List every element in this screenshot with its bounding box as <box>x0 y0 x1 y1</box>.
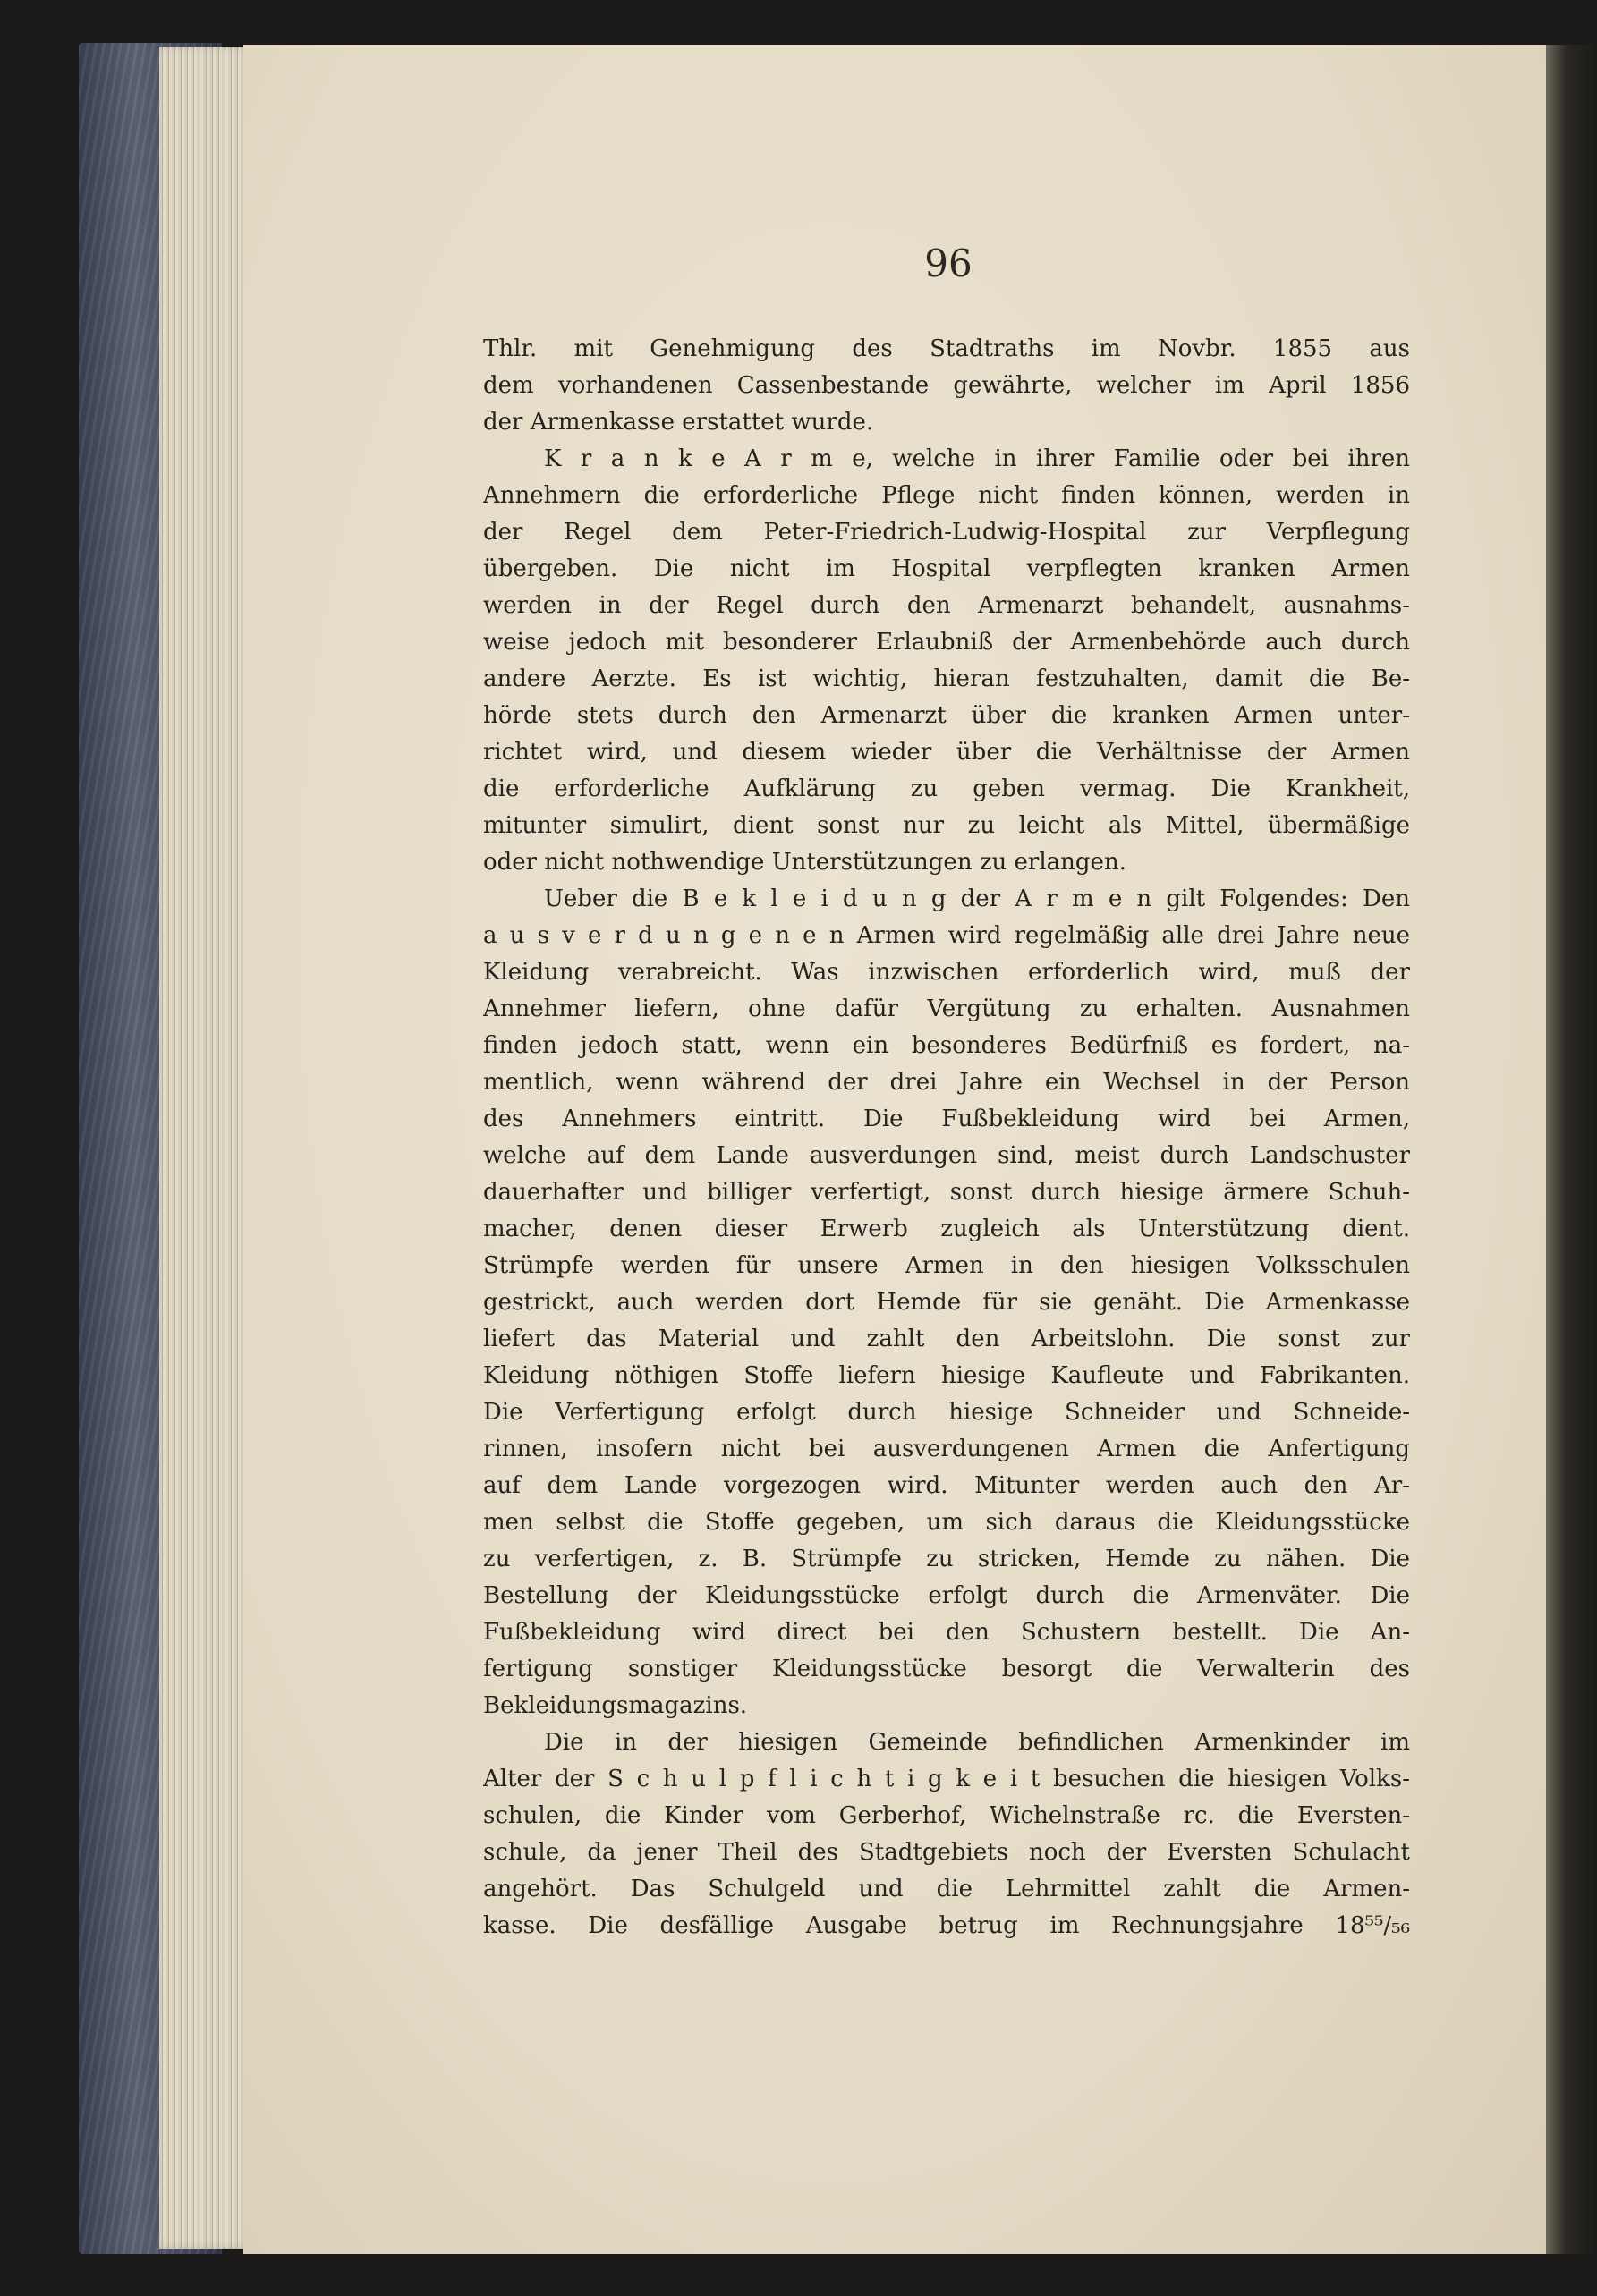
text-line: Annehmer liefern, ohne dafür Vergütung zu erhalten. Ausnahmen <box>483 995 1410 1022</box>
page-edges <box>159 47 252 2249</box>
text-line: Kleidung verabreicht. Was inzwischen erforderlich wird, muß der <box>483 959 1410 986</box>
text-line: Annehmern die erforderliche Pflege nicht finden können, werden in <box>483 482 1410 509</box>
text-line: Die Verfertigung erfolgt durch hiesige Schneider und Schneide- <box>483 1399 1410 1426</box>
text-line: kasse. Die desfällige Ausgabe betrug im Rechnungsjahre 18⁵⁵/₅₆ <box>483 1912 1410 1939</box>
text-line: die erforderliche Aufklärung zu geben vermag. Die Krankheit, <box>483 775 1410 802</box>
text-line: men selbst die Stoffe gegeben, um sich daraus die Kleidungsstücke <box>483 1509 1410 1536</box>
text-line: finden jedoch statt, wenn ein besonderes Bedürfniß es fordert, na- <box>483 1032 1410 1059</box>
text-line: Strümpfe werden für unsere Armen in den hiesigen Volksschulen <box>483 1252 1410 1279</box>
text-line: angehört. Das Schulgeld und die Lehrmittel zahlt die Armen- <box>483 1876 1410 1902</box>
text-line: der Regel dem Peter-Friedrich-Ludwig-Hospital zur Verpflegung <box>483 519 1410 546</box>
text-line: schule, da jener Theil des Stadtgebiets noch der Eversten Schulacht <box>483 1839 1410 1866</box>
text-line: werden in der Regel durch den Armenarzt behandelt, ausnahms- <box>483 592 1410 619</box>
text-line: Bestellung der Kleidungsstücke erfolgt durch die Armenväter. Die <box>483 1582 1410 1609</box>
text-line: mitunter simulirt, dient sonst nur zu leicht als Mittel, übermäßige <box>483 812 1410 839</box>
text-line: Die in der hiesigen Gemeinde befindlichen Armenkinder im <box>544 1729 1410 1756</box>
text-line: dem vorhandenen Cassenbestande gewährte, welcher im April 1856 <box>483 372 1410 399</box>
text-line: gestrickt, auch werden dort Hemde für sie genäht. Die Armenkasse <box>483 1289 1410 1316</box>
text-line: a u s v e r d u n g e n e n Armen wird regelmäßig alle drei Jahre neue <box>483 922 1410 949</box>
text-line: liefert das Material und zahlt den Arbeitslohn. Die sonst zur <box>483 1326 1410 1352</box>
text-line: weise jedoch mit besonderer Erlaubniß der Armenbehörde auch durch <box>483 629 1410 656</box>
text-line: mentlich, wenn während der drei Jahre ein Wechsel in der Person <box>483 1069 1410 1096</box>
text-line: der Armenkasse erstattet wurde. <box>483 409 874 436</box>
text-line: übergeben. Die nicht im Hospital verpflegten kranken Armen <box>483 555 1410 582</box>
page-number: 96 <box>924 241 973 285</box>
text-line: K r a n k e A r m e, welche in ihrer Familie oder bei ihren <box>544 445 1410 472</box>
text-line: Kleidung nöthigen Stoffe liefern hiesige Kaufleute und Fabrikanten. <box>483 1362 1410 1389</box>
body-text <box>483 331 1410 1944</box>
text-line: zu verfertigen, z. B. Strümpfe zu stricken, Hemde zu nähen. Die <box>483 1546 1410 1572</box>
text-line: oder nicht nothwendige Unterstützungen zu erlangen. <box>483 849 1126 876</box>
text-line: Thlr. mit Genehmigung des Stadtraths im Novbr. 1855 aus <box>483 335 1410 362</box>
text-line: schulen, die Kinder vom Gerberhof, Wichelnstraße rc. die Eversten- <box>483 1802 1410 1829</box>
gutter-shadow <box>1546 45 1597 2254</box>
text-line: richtet wird, und diesem wieder über die Verhältnisse der Armen <box>483 739 1410 766</box>
text-line: rinnen, insofern nicht bei ausverdungenen Armen die Anfertigung <box>483 1436 1410 1462</box>
text-line: fertigung sonstiger Kleidungsstücke besorgt die Verwalterin des <box>483 1656 1410 1682</box>
text-line: Fußbekleidung wird direct bei den Schustern bestellt. Die An- <box>483 1619 1410 1646</box>
text-line: dauerhafter und billiger verfertigt, sonst durch hiesige ärmere Schuh- <box>483 1179 1410 1206</box>
text-line: auf dem Lande vorgezogen wird. Mitunter werden auch den Ar- <box>483 1472 1410 1499</box>
text-line: andere Aerzte. Es ist wichtig, hieran festzuhalten, damit die Be- <box>483 665 1410 692</box>
text-line: Ueber die B e k l e i d u n g der A r m e n gilt Folgendes: Den <box>544 885 1410 912</box>
text-line: macher, denen dieser Erwerb zugleich als Unterstützung dient. <box>483 1216 1410 1242</box>
text-line: welche auf dem Lande ausverdungen sind, meist durch Landschuster <box>483 1142 1410 1169</box>
text-line: hörde stets durch den Armenarzt über die kranken Armen unter- <box>483 702 1410 729</box>
text-line: Bekleidungsmagazins. <box>483 1692 748 1719</box>
text-line: Alter der S c h u l p f l i c h t i g k e i t besuchen die hiesigen Volks- <box>483 1766 1410 1792</box>
text-line: des Annehmers eintritt. Die Fußbekleidung wird bei Armen, <box>483 1106 1410 1132</box>
